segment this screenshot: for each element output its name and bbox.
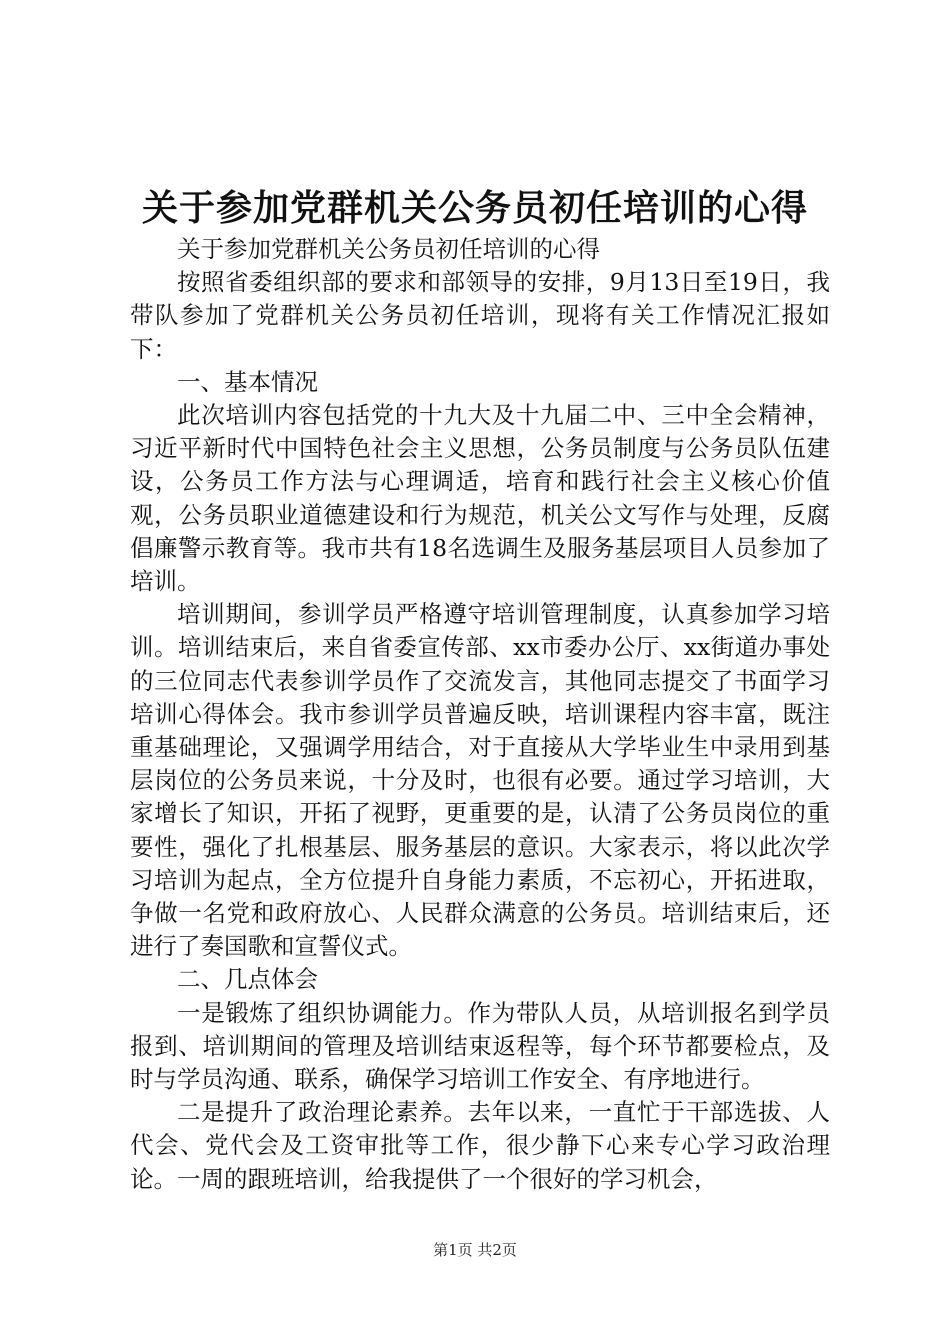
paragraph-reflection-one: 一是锻炼了组织协调能力。作为带队人员，从培训报名到学员报到、培训期间的管理及培训结束返程等，每个环节都要检点，及时与学员沟通、联系，确保学习培训工作安全、有序地进行。 <box>130 998 830 1094</box>
paragraph-training-content: 此次培训内容包括党的十九大及十九届二中、三中全会精神，习近平新时代中国特色社会主义思想，公务员制度与公务员队伍建设，公务员工作方法与心理调适，培育和践行社会主义核心价值观，公务员职业道德建设和行为规范，机关公文写作与处理，反腐倡廉警示教育等。我市共有18名选调生及服务基层项目人员参加了培训。 <box>130 401 830 596</box>
paragraph-reflection-two: 二是提升了政治理论素养。去年以来，一直忙于干部选拔、人代会、党代会及工资审批等工作，很少静下心来专心学习政治理论。一周的跟班培训，给我提供了一个很好的学习机会， <box>130 1098 830 1193</box>
document-body <box>130 233 830 1196</box>
section-heading-basic-situation: 一、基本情况 <box>177 367 318 396</box>
page-footer: 第1页 共2页 <box>433 1241 517 1259</box>
paragraph-intro: 按照省委组织部的要求和部领导的安排，9月13日至19日，我带队参加了党群机关公务员初任培训，现将有关工作情况汇报如下： <box>130 268 830 363</box>
paragraph-training-period: 培训期间，参训学员严格遵守培训管理制度，认真参加学习培训。培训结束后，来自省委宣传部、xx市委办公厅、xx街道办事处的三位同志代表参训学员作了交流发言，其他同志提交了书面学习培训心得体会。我市参训学员普遍反映，培训课程内容丰富，既注重基础理论，又强调学用结合，对于直接从大学毕业生中录用到基层岗位的公务员来说，十分及时，也很有必要。通过学习培训，大家增长了知识，开拓了视野，更重要的是，认清了公务员岗位的重要性，强化了扎根基层、服务基层的意识。大家表示，将以此次学习培训为起点，全方位提升自身能力素质，不忘初心，开拓进取，争做一名党和政府放心、人民群众满意的公务员。培训结束后，还进行了奏国歌和宣誓仪式。 <box>130 600 830 961</box>
section-heading-reflections: 二、几点体会 <box>177 965 318 994</box>
document-title: 关于参加党群机关公务员初任培训的心得 <box>141 187 808 229</box>
paragraph-subtitle: 关于参加党群机关公务员初任培训的心得 <box>177 235 600 263</box>
